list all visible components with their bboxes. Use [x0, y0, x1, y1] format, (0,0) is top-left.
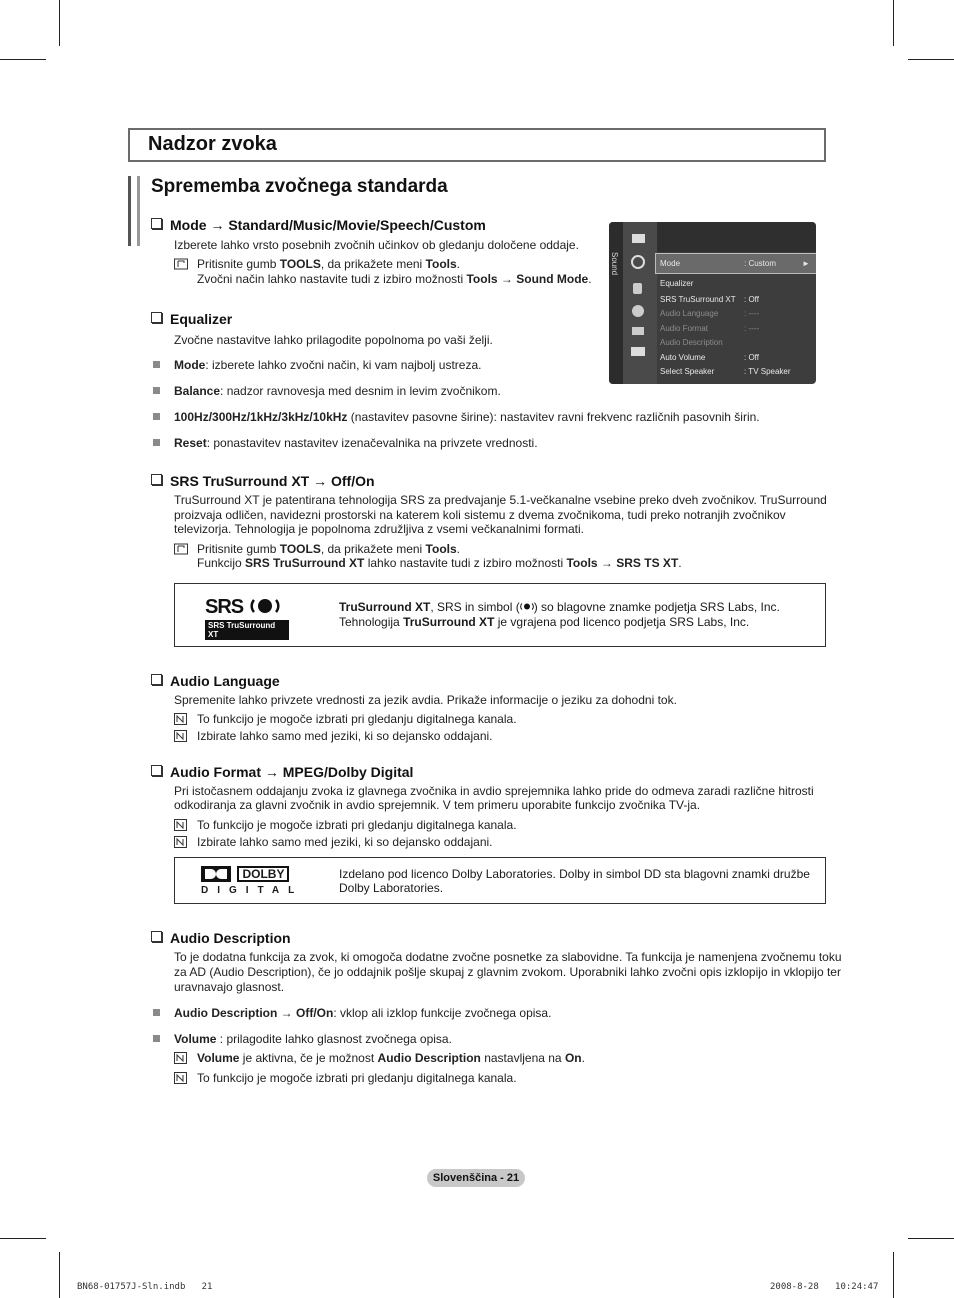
- crop-mark: [59, 0, 60, 46]
- dolby-double-d-icon: [201, 866, 231, 882]
- note-icon: [174, 1072, 188, 1084]
- crop-mark: [893, 0, 894, 46]
- bullet-square-icon: [153, 361, 160, 368]
- mode-tip-line1: Pritisnite gumb TOOLS, da prikažete meni Tools.: [197, 257, 460, 271]
- mode-heading: Mode → Standard/Music/Movie/Speech/Custom: [151, 217, 486, 233]
- tools-remote-icon: [174, 258, 188, 270]
- dolby-logo: DOLBY DIGITAL: [201, 867, 304, 896]
- menu-row-select-speaker[interactable]: Select Speaker : TV Speaker: [660, 367, 791, 376]
- channel-icon: [633, 283, 642, 294]
- srs-trademark-box: [174, 583, 826, 647]
- audio-format-desc-1: Pri istočasnem oddajanju zvoka iz glavnega zvočnika in avdio sprejemnika lahko pride do odmeva zaradi različne hitrosti: [174, 784, 814, 798]
- audio-format-heading: Audio Format → MPEG/Dolby Digital: [151, 764, 413, 780]
- audio-format-note-1: To funkcijo je mogoče izbrati pri gledanju digitalnega kanala.: [197, 818, 517, 832]
- srs-tip-line2: Funkcijo SRS TruSurround XT lahko nastavite tudi z izbiro možnosti Tools → SRS TS XT.: [197, 556, 682, 570]
- crop-mark: [0, 59, 46, 60]
- menu-row-audio-format: Audio Format : ----: [660, 324, 760, 333]
- srs-box-line1: TruSurround XT, SRS in simbol ( ) so blagovne znamke podjetja SRS Labs, Inc.: [339, 600, 780, 614]
- crop-mark: [893, 1252, 894, 1298]
- sound-icon: [631, 255, 645, 269]
- section-bar: [128, 176, 140, 246]
- srs-symbol-icon: [520, 602, 534, 611]
- note-icon: [174, 819, 188, 831]
- menu-row-equalizer[interactable]: Equalizer: [660, 279, 694, 288]
- bullet-square-icon: [153, 1009, 160, 1016]
- sound-menu-screenshot: [609, 222, 816, 384]
- menu-row-auto-volume[interactable]: Auto Volume : Off: [660, 353, 759, 362]
- mode-desc: Izberete lahko vrsto posebnih zvočnih učinkov ob gledanju določene oddaje.: [174, 238, 579, 252]
- audio-description-note-2: To funkcijo je mogoče izbrati pri gledanju digitalnega kanala.: [197, 1071, 517, 1085]
- crop-mark: [0, 1238, 46, 1239]
- menu-row-audio-description: Audio Description: [660, 338, 723, 347]
- note-icon: [174, 713, 188, 725]
- chapter-title: Nadzor zvoka: [148, 133, 277, 155]
- application-icon: [631, 347, 645, 356]
- srs-circle-symbol-icon: [248, 597, 282, 615]
- page-number-label: Slovenščina - 21: [427, 1169, 525, 1187]
- section-title: Sprememba zvočnega standarda: [151, 176, 448, 197]
- date-info: 2008-8-28 10:24:47: [770, 1282, 879, 1292]
- bullet-square-icon: [153, 1035, 160, 1042]
- audio-description-desc-3: uravnavajo glasnost.: [174, 980, 285, 994]
- audio-description-desc-1: To je dodatna funkcija za zvok, ki omogoča dodatne zvočne posnetke za slabovidne. Ta funkcija je namenjena zvočnemu toku: [174, 950, 842, 964]
- file-info: BN68-01757J-Sln.indb 21: [77, 1282, 213, 1292]
- input-icon: [632, 327, 644, 335]
- checkbox-icon: [151, 474, 162, 485]
- menu-row-mode[interactable]: Mode : Custom ►: [660, 259, 810, 268]
- bullet-square-icon: [153, 413, 160, 420]
- menu-row-audio-language: Audio Language : ----: [660, 309, 760, 318]
- srs-logo: SRS SRS TruSurround XT: [205, 596, 289, 640]
- audio-format-note-2: Izbirate lahko samo med jeziki, ki so dejansko oddajani.: [197, 835, 493, 849]
- arrow-right-icon: ►: [802, 259, 810, 268]
- equalizer-desc: Zvočne nastavitve lahko prilagodite popolnoma po vaši želji.: [174, 333, 493, 347]
- crop-mark: [59, 1252, 60, 1298]
- srs-desc-2: proizvaja odličen, navidezni prostorski na katerem koli sistemu z dvema zvočnikoma, tudi preko notranjih zvočnikov: [174, 508, 786, 522]
- dolby-box-line1: Izdelano pod licenco Dolby Laboratories. Dolby in simbol DD sta blagovni znamki družbe: [339, 867, 810, 881]
- mode-tip-line2: Zvočni način lahko nastavite tudi z izbiro možnosti Tools → Sound Mode.: [197, 272, 592, 286]
- srs-heading: SRS TruSurround XT → Off/On: [151, 473, 375, 489]
- checkbox-icon: [151, 218, 162, 229]
- menu-header-band: [657, 222, 816, 252]
- chapter-header: [128, 128, 826, 162]
- srs-tip-line1: Pritisnite gumb TOOLS, da prikažete meni Tools.: [197, 542, 460, 556]
- srs-box-line2: Tehnologija TruSurround XT je vgrajena pod licenco podjetja SRS Labs, Inc.: [339, 615, 750, 629]
- srs-desc-1: TruSurround XT je patentirana tehnologija SRS za predvajanje 5.1-večkanalne vsebine preko dveh zvočnikov. TruSurround: [174, 493, 827, 507]
- audio-description-desc-2: za AD (Audio Description), če jo oddajnik pošlje skupaj z glavnim zvokom. Uporabniki lahko zvočni opis izklopijo in vklopijo ter: [174, 965, 841, 979]
- note-icon: [174, 1052, 188, 1064]
- bullet-square-icon: [153, 387, 160, 394]
- checkbox-icon: [151, 674, 162, 685]
- audio-language-heading: Audio Language: [151, 673, 280, 689]
- picture-icon: [632, 234, 645, 243]
- crop-mark: [908, 59, 954, 60]
- note-icon: [174, 836, 188, 848]
- audio-format-desc-2: odkodiranja za glavni zvočnik in avdio sprejemnik. V tem primeru uporabite funkcijo zvočnika TV-ja.: [174, 798, 701, 812]
- setup-gear-icon: [632, 305, 644, 317]
- checkbox-icon: [151, 765, 162, 776]
- bullet-square-icon: [153, 439, 160, 446]
- audio-language-note-2: Izbirate lahko samo med jeziki, ki so dejansko oddajani.: [197, 729, 493, 743]
- menu-side-strip: [609, 222, 623, 384]
- srs-desc-3: televizorja. Tehnologija je popolnoma združljiva z vsemi večkanalnimi formati.: [174, 522, 584, 536]
- dolby-trademark-box: [174, 857, 826, 904]
- note-icon: [174, 730, 188, 742]
- checkbox-icon: [151, 312, 162, 323]
- menu-icon-column: [623, 222, 657, 384]
- equalizer-heading: Equalizer: [151, 311, 232, 327]
- tools-remote-icon: [174, 543, 188, 555]
- dolby-box-line2: Dolby Laboratories.: [339, 881, 444, 895]
- menu-row-srs[interactable]: SRS TruSurround XT : Off: [660, 295, 759, 304]
- audio-language-desc: Spremenite lahko privzete vrednosti za jezik avdia. Prikaže informacije o jeziku za dohodni tok.: [174, 693, 677, 707]
- menu-side-label: Sound: [610, 252, 619, 276]
- checkbox-icon: [151, 931, 162, 942]
- audio-description-note-1: Volume je aktivna, če je možnost Audio Description nastavljena na On.: [197, 1051, 585, 1065]
- audio-language-note-1: To funkcijo je mogoče izbrati pri gledanju digitalnega kanala.: [197, 712, 517, 726]
- audio-description-heading: Audio Description: [151, 930, 291, 946]
- crop-mark: [908, 1238, 954, 1239]
